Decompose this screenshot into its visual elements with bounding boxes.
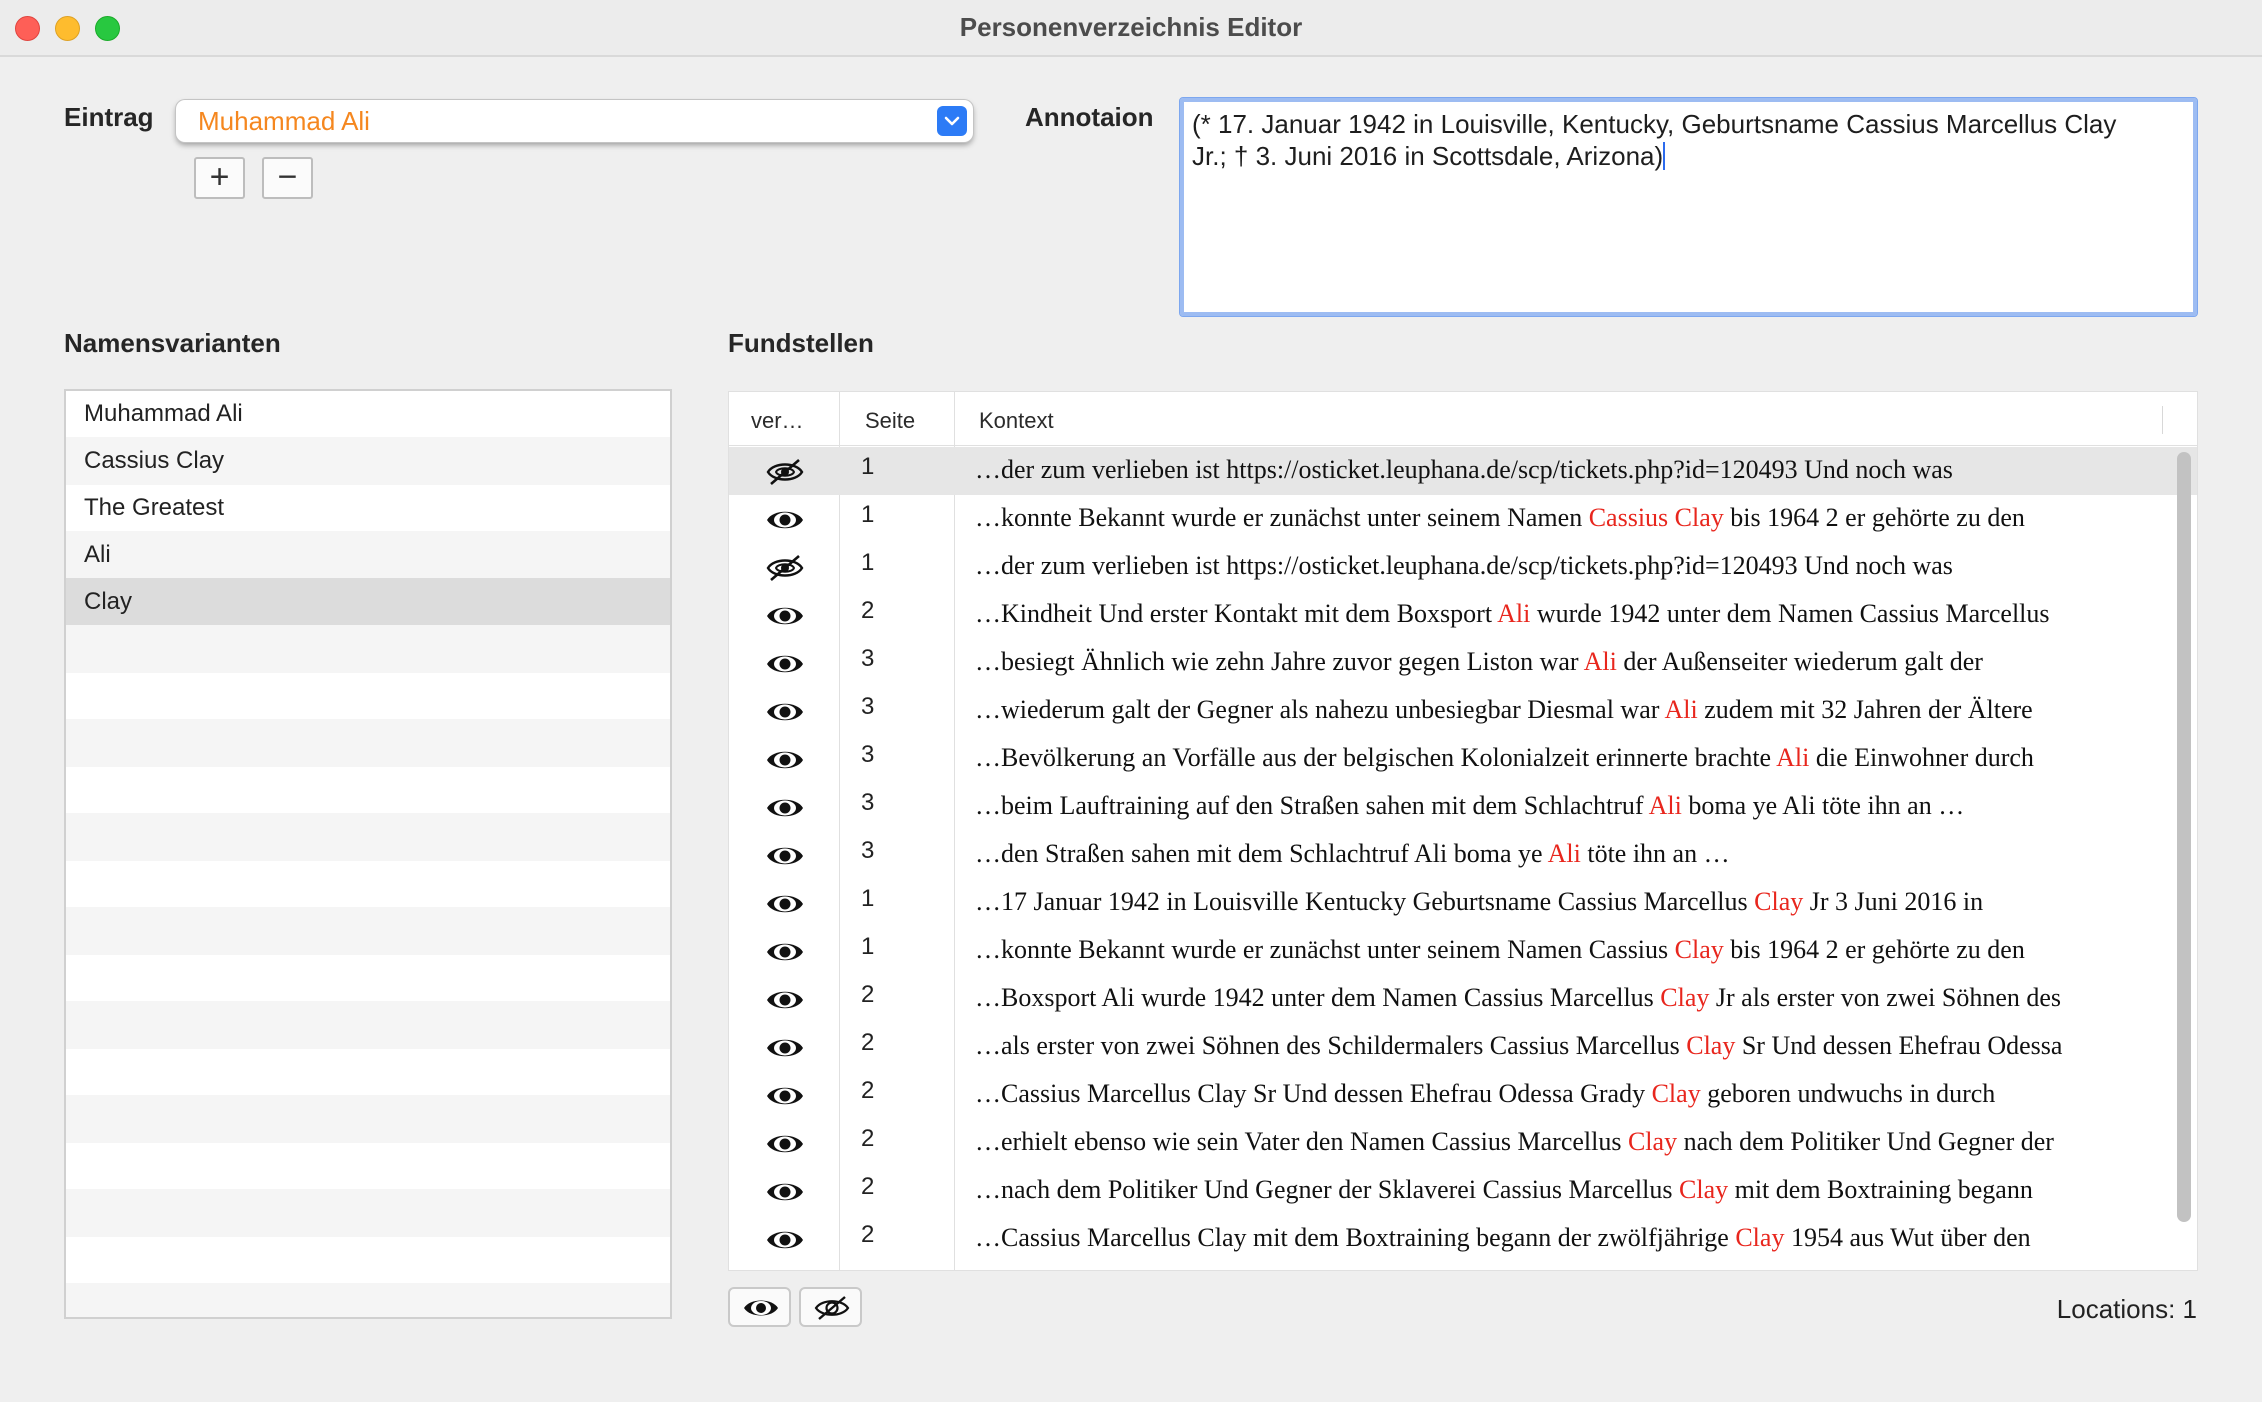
table-row[interactable] — [729, 1215, 2197, 1263]
page-number: 2 — [861, 1029, 875, 1056]
empty-list-row — [66, 1283, 670, 1319]
context-after: bis 1964 2 er gehörte zu den — [1723, 935, 2025, 964]
page-number: 2 — [861, 981, 875, 1008]
context-match: Clay — [1686, 1031, 1736, 1060]
page-number: 2 — [861, 1221, 875, 1248]
page-number: 2 — [861, 1173, 875, 1200]
empty-list-row — [66, 719, 670, 767]
page-number: 3 — [861, 693, 875, 720]
table-row[interactable] — [729, 1119, 2197, 1167]
table-row[interactable] — [729, 447, 2197, 495]
annotation-line-2 — [1192, 140, 2185, 172]
context-before: …Kindheit Und erster Kontakt mit dem Boxsport — [975, 599, 1498, 628]
context-before: …konnte Bekannt wurde er zunächst unter seinem Namen — [975, 503, 1589, 532]
context-before: …Bevölkerung an Vorfälle aus der belgischen Kolonialzeit erinnerte brachte — [975, 743, 1777, 772]
name-variants-list[interactable] — [64, 389, 672, 1319]
column-header-context[interactable]: Kontext — [979, 408, 1054, 433]
empty-list-row — [66, 860, 670, 908]
remove-entry-button[interactable]: − — [262, 157, 313, 199]
eye-icon[interactable] — [765, 746, 805, 774]
context-text — [975, 935, 2025, 965]
context-match: Clay — [1735, 1223, 1785, 1252]
context-text — [975, 551, 1953, 581]
empty-list-row — [66, 625, 670, 673]
context-match: Clay — [1679, 1175, 1729, 1204]
eye-icon[interactable] — [765, 1178, 805, 1206]
scrollbar-thumb[interactable] — [2177, 452, 2191, 1222]
context-text — [975, 983, 2061, 1013]
page-number: 1 — [861, 453, 875, 480]
table-row[interactable] — [729, 1071, 2197, 1119]
eye-icon[interactable] — [765, 1130, 805, 1158]
empty-list-row — [66, 1236, 670, 1284]
page-number: 3 — [861, 645, 875, 672]
eye-icon[interactable] — [765, 1082, 805, 1110]
entry-label: Eintrag — [64, 102, 154, 132]
context-text — [975, 839, 1730, 869]
name-variants-heading: Namensvarianten — [64, 328, 281, 358]
context-after: nach dem Politiker Und Gegner der — [1677, 1127, 2054, 1156]
context-text — [975, 1127, 2054, 1157]
context-text — [975, 455, 1953, 485]
empty-list-row — [66, 1095, 670, 1143]
context-text — [975, 791, 1964, 821]
eye-icon[interactable] — [765, 698, 805, 726]
context-text — [975, 1223, 2031, 1253]
context-before: …Cassius Marcellus Clay Sr Und dessen Ehefrau Odessa Grady — [975, 1079, 1652, 1108]
eye-icon[interactable] — [765, 794, 805, 822]
page-number: 2 — [861, 597, 875, 624]
eye-icon[interactable] — [765, 602, 805, 630]
context-before: …den Straßen sahen mit dem Schlachtruf Ali boma ye — [975, 839, 1548, 868]
context-before: …Cassius Marcellus Clay mit dem Boxtraining begann der zwölfjährige — [975, 1223, 1736, 1252]
show-location-button[interactable] — [728, 1287, 791, 1327]
chevron-down-icon[interactable] — [937, 106, 967, 136]
eye-icon[interactable] — [765, 650, 805, 678]
column-separator — [2162, 406, 2163, 434]
context-after: Sr Und dessen Ehefrau Odessa — [1735, 1031, 2063, 1060]
context-text — [975, 1175, 2033, 1205]
context-match: Ali — [1664, 695, 1698, 724]
context-match: Clay — [1627, 1127, 1678, 1156]
page-number: 2 — [861, 1125, 875, 1152]
eye-icon[interactable] — [765, 938, 805, 966]
window-title: Personenverzeichnis Editor — [959, 12, 1303, 42]
context-before: …der zum verlieben ist https://osticket.leuphana.de/scp/tickets.php?id=120493 Und noch was — [975, 551, 1953, 580]
table-header — [729, 392, 2197, 446]
empty-list-row — [66, 766, 670, 814]
page-number: 1 — [861, 933, 875, 960]
locations-count: Locations: 1 — [2056, 1294, 2197, 1324]
entry-select[interactable] — [176, 100, 973, 142]
page-number: 3 — [861, 837, 875, 864]
context-text — [975, 1031, 2062, 1061]
context-before: …als erster von zwei Söhnen des Schildermalers Cassius Marcellus — [975, 1031, 1687, 1060]
annotation-textarea[interactable] — [1180, 98, 2197, 316]
context-text — [975, 887, 1983, 917]
context-after: der Außenseiter wiederum galt der — [1616, 647, 1983, 676]
name-variant-item[interactable]: The Greatest — [84, 494, 225, 521]
context-text — [975, 1079, 1995, 1109]
context-after: bis 1964 2 er gehörte zu den — [1723, 503, 2025, 532]
name-variant-item[interactable]: Muhammad Ali — [84, 400, 243, 427]
context-after: mit dem Boxtraining begann — [1728, 1175, 2033, 1204]
table-row[interactable] — [729, 495, 2197, 543]
eye-slash-icon[interactable] — [765, 458, 805, 486]
table-row[interactable] — [729, 1167, 2197, 1215]
name-variant-item[interactable]: Ali — [66, 531, 670, 579]
context-before: …beim Lauftraining auf den Straßen sahen mit dem Schlachtruf — [975, 791, 1649, 820]
table-row[interactable] — [729, 1023, 2197, 1071]
table-row[interactable] — [729, 831, 2197, 879]
eye-icon[interactable] — [765, 890, 805, 918]
empty-list-row — [66, 1142, 670, 1190]
context-after: 1954 aus Wut über den — [1784, 1223, 2031, 1252]
context-text — [975, 599, 2050, 629]
eye-icon[interactable] — [765, 1034, 805, 1062]
empty-list-row — [66, 907, 670, 955]
annotation-label: Annotaion — [1025, 102, 1154, 132]
table-row[interactable] — [729, 927, 2197, 975]
add-entry-button[interactable]: + — [194, 157, 245, 199]
context-match: Ali — [1547, 839, 1581, 868]
page-number: 1 — [861, 549, 875, 576]
context-before: …nach dem Politiker Und Gegner der Sklaverei Cassius Marcellus — [975, 1175, 1679, 1204]
context-match: Clay — [1674, 935, 1724, 964]
empty-list-row — [66, 1001, 670, 1049]
column-header-visible[interactable]: ver… — [751, 408, 804, 433]
page-number: 1 — [861, 501, 875, 528]
context-before: …erhielt ebenso wie sein Vater den Namen Cassius Marcellus — [975, 1127, 1628, 1156]
table-row[interactable] — [729, 639, 2197, 687]
locations-heading: Fundstellen — [728, 328, 874, 358]
context-after: die Einwohner durch — [1809, 743, 2034, 772]
empty-list-row — [66, 1048, 670, 1096]
annotation-line-1: (* 17. Januar 1942 in Louisville, Kentucky, Geburtsname Cassius Marcellus Clay — [1192, 109, 2117, 139]
page-number: 3 — [861, 789, 875, 816]
eye-icon[interactable] — [765, 842, 805, 870]
table-row[interactable] — [729, 975, 2197, 1023]
context-match: Ali — [1648, 791, 1682, 820]
context-match: Cassius Clay — [1588, 503, 1724, 532]
table-row[interactable] — [729, 543, 2197, 591]
context-after: Jr 3 Juni 2016 in — [1803, 887, 1984, 916]
context-before: …konnte Bekannt wurde er zunächst unter seinem Namen Cassius — [975, 935, 1675, 964]
context-match: Ali — [1497, 599, 1531, 628]
eye-icon[interactable] — [765, 1226, 805, 1254]
table-body — [729, 447, 2197, 1263]
context-before: …Boxsport Ali wurde 1942 unter dem Namen Cassius Marcellus — [975, 983, 1661, 1012]
context-after: Jr als erster von zwei Söhnen des — [1709, 983, 2062, 1012]
empty-list-row — [66, 954, 670, 1002]
table-row[interactable] — [729, 783, 2197, 831]
context-after: wurde 1942 unter dem Namen Cassius Marcellus — [1530, 599, 2050, 628]
annotation-line-2-text: Jr.; † 3. Juni 2016 in Scottsdale, Arizona) — [1192, 141, 1664, 171]
context-after: boma ye Ali töte ihn an … — [1681, 791, 1965, 820]
context-after: töte ihn an … — [1580, 839, 1730, 868]
entry-selected-value: Muhammad Ali — [198, 106, 370, 136]
context-match: Ali — [1776, 743, 1810, 772]
context-match: Clay — [1754, 887, 1804, 916]
context-match: Clay — [1651, 1079, 1701, 1108]
page-number: 1 — [861, 885, 875, 912]
empty-list-row — [66, 1189, 670, 1237]
context-before: …der zum verlieben ist https://osticket.leuphana.de/scp/tickets.php?id=120493 Und noch was — [975, 455, 1953, 484]
page-number: 3 — [861, 741, 875, 768]
locations-table[interactable] — [728, 391, 2198, 1271]
context-after: zudem mit 32 Jahren der Ältere — [1697, 695, 2033, 724]
table-row[interactable] — [729, 687, 2197, 735]
column-header-page[interactable]: Seite — [865, 408, 916, 433]
table-row[interactable] — [729, 591, 2197, 639]
table-row[interactable] — [729, 879, 2197, 927]
hide-location-button[interactable] — [799, 1287, 862, 1327]
context-text — [975, 743, 2034, 773]
title-bar — [0, 0, 2262, 57]
context-after: geboren undwuchs in durch — [1700, 1079, 1996, 1108]
eye-slash-icon[interactable] — [765, 554, 805, 582]
context-match: Ali — [1583, 647, 1617, 676]
context-text — [975, 695, 2033, 725]
context-match: Clay — [1660, 983, 1710, 1012]
table-scrollbar[interactable] — [2173, 452, 2195, 1271]
table-row[interactable] — [729, 735, 2197, 783]
text-caret — [1663, 142, 1665, 170]
name-variant-item[interactable]: Cassius Clay — [66, 437, 670, 485]
eye-icon[interactable] — [765, 506, 805, 534]
context-before: …wiederum galt der Gegner als nahezu unbesiegbar Diesmal war — [975, 695, 1665, 724]
context-text — [975, 503, 2025, 533]
context-before: …besiegt Ähnlich wie zehn Jahre zuvor gegen Liston war — [975, 647, 1584, 676]
eye-icon — [742, 1295, 780, 1321]
context-before: …17 Januar 1942 in Louisville Kentucky Geburtsname Cassius Marcellus — [975, 887, 1755, 916]
name-variant-item[interactable]: Clay — [66, 578, 670, 626]
eye-slash-icon — [813, 1295, 851, 1321]
page-number: 2 — [861, 1077, 875, 1104]
empty-list-row — [66, 672, 670, 720]
empty-list-row — [66, 813, 670, 861]
eye-icon[interactable] — [765, 986, 805, 1014]
context-text — [975, 647, 1983, 677]
